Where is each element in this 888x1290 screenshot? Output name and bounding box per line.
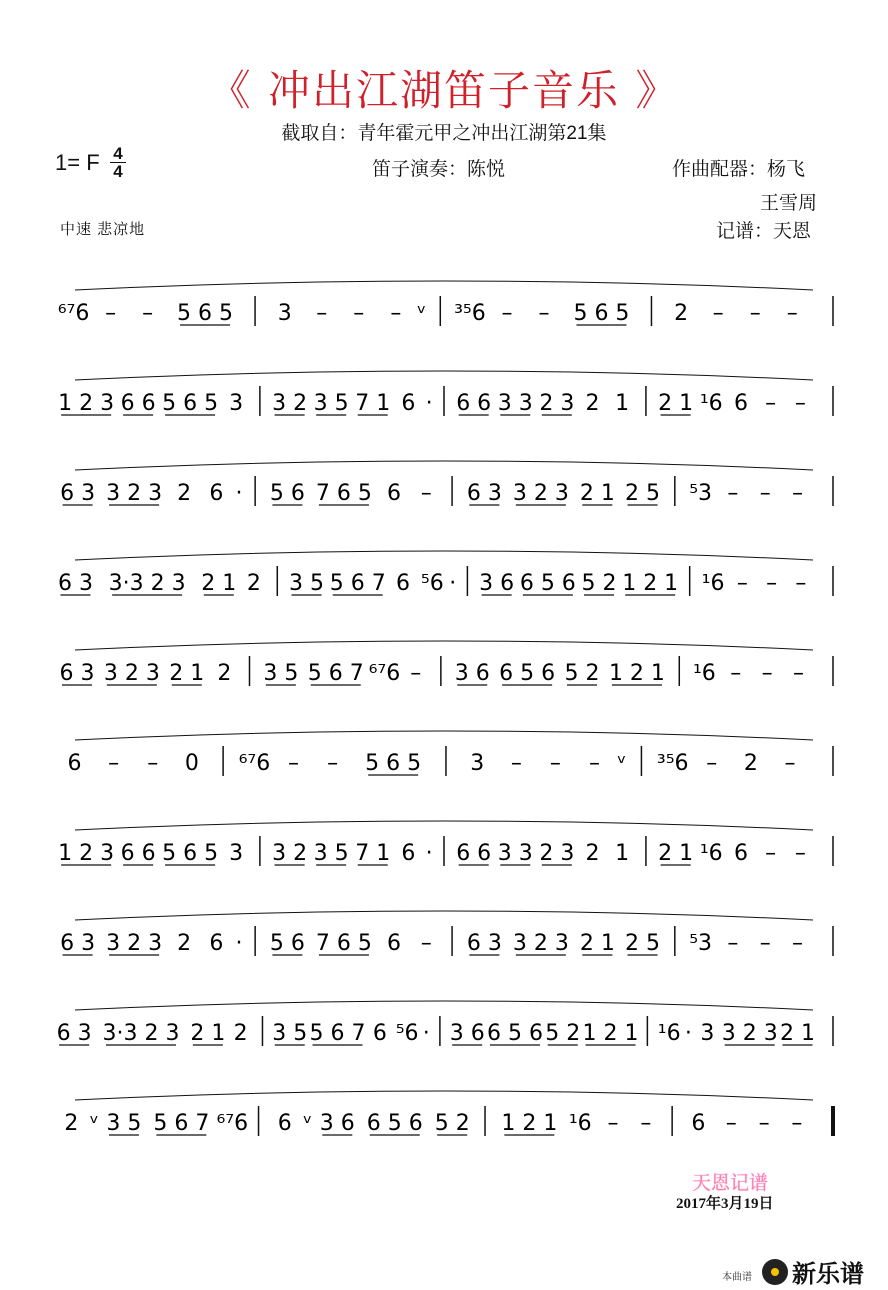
dash-extension: – xyxy=(759,931,771,956)
source-subtitle: 截取自：青年霍元甲之冲出江湖第21集 xyxy=(281,123,607,144)
note-group: 6 xyxy=(396,571,411,596)
phrase-slur xyxy=(75,821,813,830)
augmentation-dot: · xyxy=(684,1021,692,1046)
note-group: 3 xyxy=(277,301,292,326)
note-group: ¹6 xyxy=(699,841,723,866)
note-group: 2 5 xyxy=(625,931,661,956)
time-signature-top: 4 xyxy=(113,144,123,163)
note-group: 3 xyxy=(229,391,244,416)
note-group: ¹6 xyxy=(699,391,723,416)
note-group: 1 2 1 xyxy=(501,1111,558,1136)
note-group: 3 2 xyxy=(272,391,308,416)
tempo-marking: 中速 悲凉地 xyxy=(60,221,146,238)
note-group: 1 2 1 xyxy=(608,661,665,686)
note-group: 5 6 5 xyxy=(162,391,219,416)
note-group: 3 2 3 xyxy=(721,1021,778,1046)
dash-extension: – xyxy=(353,301,365,326)
note-group: 7 1 xyxy=(355,391,391,416)
note-group: 3 6 xyxy=(479,571,515,596)
dash-extension: – xyxy=(420,481,432,506)
dash-extension: – xyxy=(501,301,513,326)
note-group: ⁵6 xyxy=(420,571,444,596)
note-group: 1 xyxy=(615,391,630,416)
note-group: 3·3 2 3 xyxy=(102,1021,180,1046)
note-group: 5 6 5 xyxy=(162,841,219,866)
note-group: 3 xyxy=(470,751,485,776)
time-signature xyxy=(110,145,126,180)
note-group: 2 3 xyxy=(539,841,575,866)
dash-extension: – xyxy=(589,751,601,776)
note-group: 3 2 xyxy=(272,841,308,866)
note-group: 5 6 7 xyxy=(309,1021,366,1046)
footer-note: 本曲谱 xyxy=(722,1272,752,1283)
note-group: 3 6 xyxy=(319,1111,355,1136)
transcription-date: 2017年3月19日 xyxy=(676,1196,774,1212)
note-group: 2 xyxy=(177,481,192,506)
note-group: 2 1 xyxy=(780,1021,816,1046)
note-group: ¹6 xyxy=(568,1111,592,1136)
dash-extension: – xyxy=(538,301,550,326)
note-group: 6 xyxy=(401,841,416,866)
augmentation-dot: · xyxy=(422,1021,430,1046)
note-group: 3 5 xyxy=(313,841,349,866)
performer-credit: 笛子演奏：陈悦 xyxy=(372,159,506,180)
dash-extension: – xyxy=(549,751,561,776)
phrase-slur xyxy=(75,911,813,920)
note-group: ¹6 xyxy=(657,1021,681,1046)
breath-mark: ᵛ xyxy=(303,1111,313,1136)
note-group: 6 xyxy=(372,1021,387,1046)
note-group: 3 2 3 xyxy=(103,661,160,686)
composer-credit: 作曲配器：杨飞 xyxy=(672,159,806,180)
note-group: 3 5 xyxy=(272,1021,308,1046)
note-group: ³⁵6 xyxy=(656,751,689,776)
note-group: 7 6 5 xyxy=(315,931,372,956)
phrase-slur xyxy=(75,1001,813,1010)
dash-extension: – xyxy=(761,661,773,686)
note-group: ³⁵6 xyxy=(454,301,486,326)
dash-extension: – xyxy=(765,391,777,416)
note-group: 5 6 5 xyxy=(365,751,422,776)
dash-extension: – xyxy=(792,661,804,686)
phrase-slur xyxy=(75,551,813,560)
dash-extension: – xyxy=(640,1111,652,1136)
dash-extension: – xyxy=(706,751,718,776)
note-group: 6 xyxy=(67,751,82,776)
note-group: 3 2 3 xyxy=(512,481,569,506)
note-group: 2 xyxy=(233,1021,248,1046)
note-group: 2 1 xyxy=(658,391,694,416)
note-group: 3 6 xyxy=(449,1021,485,1046)
note-group: 6 xyxy=(386,931,401,956)
note-group: 2 1 xyxy=(579,481,615,506)
note-group: 3·3 2 3 xyxy=(108,571,186,596)
note-group: 1 2 3 xyxy=(58,841,115,866)
note-group: 3 3 xyxy=(497,841,533,866)
note-group: 3 5 xyxy=(263,661,299,686)
note-group: 3 2 3 xyxy=(512,931,569,956)
note-group: 2 xyxy=(177,931,192,956)
dash-extension: – xyxy=(712,301,724,326)
note-group: 5 2 xyxy=(581,571,617,596)
vinyl-record-icon xyxy=(762,1259,788,1285)
note-group: 3 xyxy=(700,1021,715,1046)
note-group: 5 6 5 xyxy=(573,301,630,326)
dash-extension: – xyxy=(784,751,796,776)
breath-mark: ᵛ xyxy=(417,301,427,326)
transcriber-stamp: 天恩记谱 xyxy=(692,1172,769,1194)
note-group: 2 xyxy=(64,1111,79,1136)
site-logo[interactable] xyxy=(762,1254,864,1289)
note-group: 6 5 6 xyxy=(499,661,556,686)
note-group: 6 3 xyxy=(59,661,95,686)
note-group: ⁶⁷6 xyxy=(238,751,271,776)
note-group: 3 5 xyxy=(289,571,325,596)
note-group: 6 xyxy=(386,481,401,506)
note-group: 2 1 xyxy=(190,1021,226,1046)
phrase-slur xyxy=(75,461,813,470)
note-group: ⁵6 xyxy=(395,1021,419,1046)
dash-extension: – xyxy=(287,751,299,776)
note-group: 5 6 xyxy=(269,481,305,506)
dash-extension: – xyxy=(147,751,159,776)
dash-extension: – xyxy=(794,391,806,416)
note-group: ⁵3 xyxy=(689,481,713,506)
note-group: 2 xyxy=(585,391,600,416)
note-group: 6 3 xyxy=(57,571,93,596)
phrase-slur xyxy=(75,731,813,740)
augmentation-dot: · xyxy=(235,481,243,506)
dash-extension: – xyxy=(420,931,432,956)
dash-extension: – xyxy=(725,1111,737,1136)
augmentation-dot: · xyxy=(425,841,433,866)
dash-extension: – xyxy=(766,571,778,596)
note-group: 3 xyxy=(229,841,244,866)
note-group: 6 6 xyxy=(456,391,492,416)
note-group: 6 5 6 xyxy=(486,1021,543,1046)
note-group: 2 1 xyxy=(579,931,615,956)
note-group: 6 3 xyxy=(60,481,96,506)
note-group: 6 xyxy=(733,391,748,416)
note-group: 1 xyxy=(615,841,630,866)
note-group: 2 5 xyxy=(625,481,661,506)
transcriber-credit: 记谱：天恩 xyxy=(716,221,812,242)
note-group: 1 2 1 xyxy=(622,571,679,596)
logo-text: 新乐谱 xyxy=(792,1260,864,1288)
note-group: 6 xyxy=(209,931,224,956)
note-group: 6 xyxy=(691,1111,706,1136)
note-group: ⁶⁷6 xyxy=(57,301,90,326)
note-group: 2 xyxy=(743,751,758,776)
score-staff xyxy=(0,260,888,1160)
note-group: 5 2 xyxy=(545,1021,581,1046)
augmentation-dot: · xyxy=(449,571,457,596)
dash-extension: – xyxy=(730,661,742,686)
note-group: 6 xyxy=(277,1111,292,1136)
note-group: 6 3 xyxy=(60,931,96,956)
note-group: 2 1 xyxy=(658,841,694,866)
dash-extension: – xyxy=(749,301,761,326)
note-group: 6 3 xyxy=(466,931,502,956)
phrase-slur xyxy=(75,1091,813,1100)
dash-extension: – xyxy=(316,301,328,326)
note-group: 7 1 xyxy=(355,841,391,866)
note-group: ¹6 xyxy=(692,661,716,686)
note-group: 2 xyxy=(246,571,261,596)
composer-credit-second: 王雪周 xyxy=(760,193,818,214)
dash-extension: – xyxy=(795,571,807,596)
phrase-slur xyxy=(75,371,813,380)
note-group: 2 xyxy=(217,661,232,686)
note-group: 6 3 xyxy=(56,1021,92,1046)
note-group: 2 1 xyxy=(201,571,237,596)
note-group: 3 5 xyxy=(313,391,349,416)
dash-extension: – xyxy=(142,301,154,326)
breath-mark: ᵛ xyxy=(617,751,627,776)
dash-extension: – xyxy=(410,661,422,686)
note-group: 3 3 xyxy=(497,391,533,416)
augmentation-dot: · xyxy=(425,391,433,416)
dash-extension: – xyxy=(105,301,117,326)
breath-mark: ᵛ xyxy=(89,1111,99,1136)
note-group: 6 xyxy=(209,481,224,506)
note-group: ⁶⁷6 xyxy=(216,1111,249,1136)
dash-extension: – xyxy=(390,301,402,326)
page-title: 《 冲出江湖笛子音乐 》 xyxy=(208,66,680,115)
note-group: 2 3 xyxy=(539,391,575,416)
dash-extension: – xyxy=(758,1111,770,1136)
note-group: 5 6 xyxy=(269,931,305,956)
dash-extension: – xyxy=(510,751,522,776)
note-group: 3 5 xyxy=(106,1111,142,1136)
note-group: 5 2 xyxy=(564,661,600,686)
dash-extension: – xyxy=(791,1111,803,1136)
note-group: 6 xyxy=(733,841,748,866)
note-group: 5 6 5 xyxy=(177,301,234,326)
time-signature-bottom: 4 xyxy=(110,162,126,180)
note-group: 3 2 3 xyxy=(106,481,163,506)
note-group: ¹6 xyxy=(701,571,725,596)
phrase-slur xyxy=(75,281,813,290)
note-group: 6 5 6 xyxy=(366,1111,423,1136)
note-group: 0 xyxy=(184,751,199,776)
note-group: 1 2 3 xyxy=(58,391,115,416)
note-group: 6 6 xyxy=(120,391,156,416)
note-group: 1 2 1 xyxy=(582,1021,639,1046)
note-group: 6 xyxy=(401,391,416,416)
note-group: 6 6 xyxy=(456,841,492,866)
note-group: 7 6 5 xyxy=(315,481,372,506)
dash-extension: – xyxy=(791,481,803,506)
note-group: 6 5 6 xyxy=(519,571,576,596)
note-group: 5 6 7 xyxy=(329,571,386,596)
key-signature: 1= F xyxy=(55,150,100,175)
note-group: 6 6 xyxy=(120,841,156,866)
note-group: 5 2 xyxy=(434,1111,470,1136)
note-group: 5 6 7 xyxy=(307,661,364,686)
note-group: 3 6 xyxy=(454,661,490,686)
dash-extension: – xyxy=(327,751,339,776)
dash-extension: – xyxy=(736,571,748,596)
note-group: ⁶⁷6 xyxy=(368,661,401,686)
note-group: 2 xyxy=(674,301,689,326)
phrase-slur xyxy=(75,641,813,650)
note-group: 2 xyxy=(585,841,600,866)
note-group: 6 3 xyxy=(466,481,502,506)
dash-extension: – xyxy=(727,931,739,956)
dash-extension: – xyxy=(759,481,771,506)
note-group: 5 6 7 xyxy=(153,1111,210,1136)
dash-extension: – xyxy=(108,751,120,776)
note-group: 3 2 3 xyxy=(106,931,163,956)
dash-extension: – xyxy=(786,301,798,326)
dash-extension: – xyxy=(791,931,803,956)
augmentation-dot: · xyxy=(235,931,243,956)
dash-extension: – xyxy=(727,481,739,506)
dash-extension: – xyxy=(794,841,806,866)
note-group: 2 1 xyxy=(169,661,205,686)
dash-extension: – xyxy=(607,1111,619,1136)
dash-extension: – xyxy=(765,841,777,866)
note-group: ⁵3 xyxy=(689,931,713,956)
